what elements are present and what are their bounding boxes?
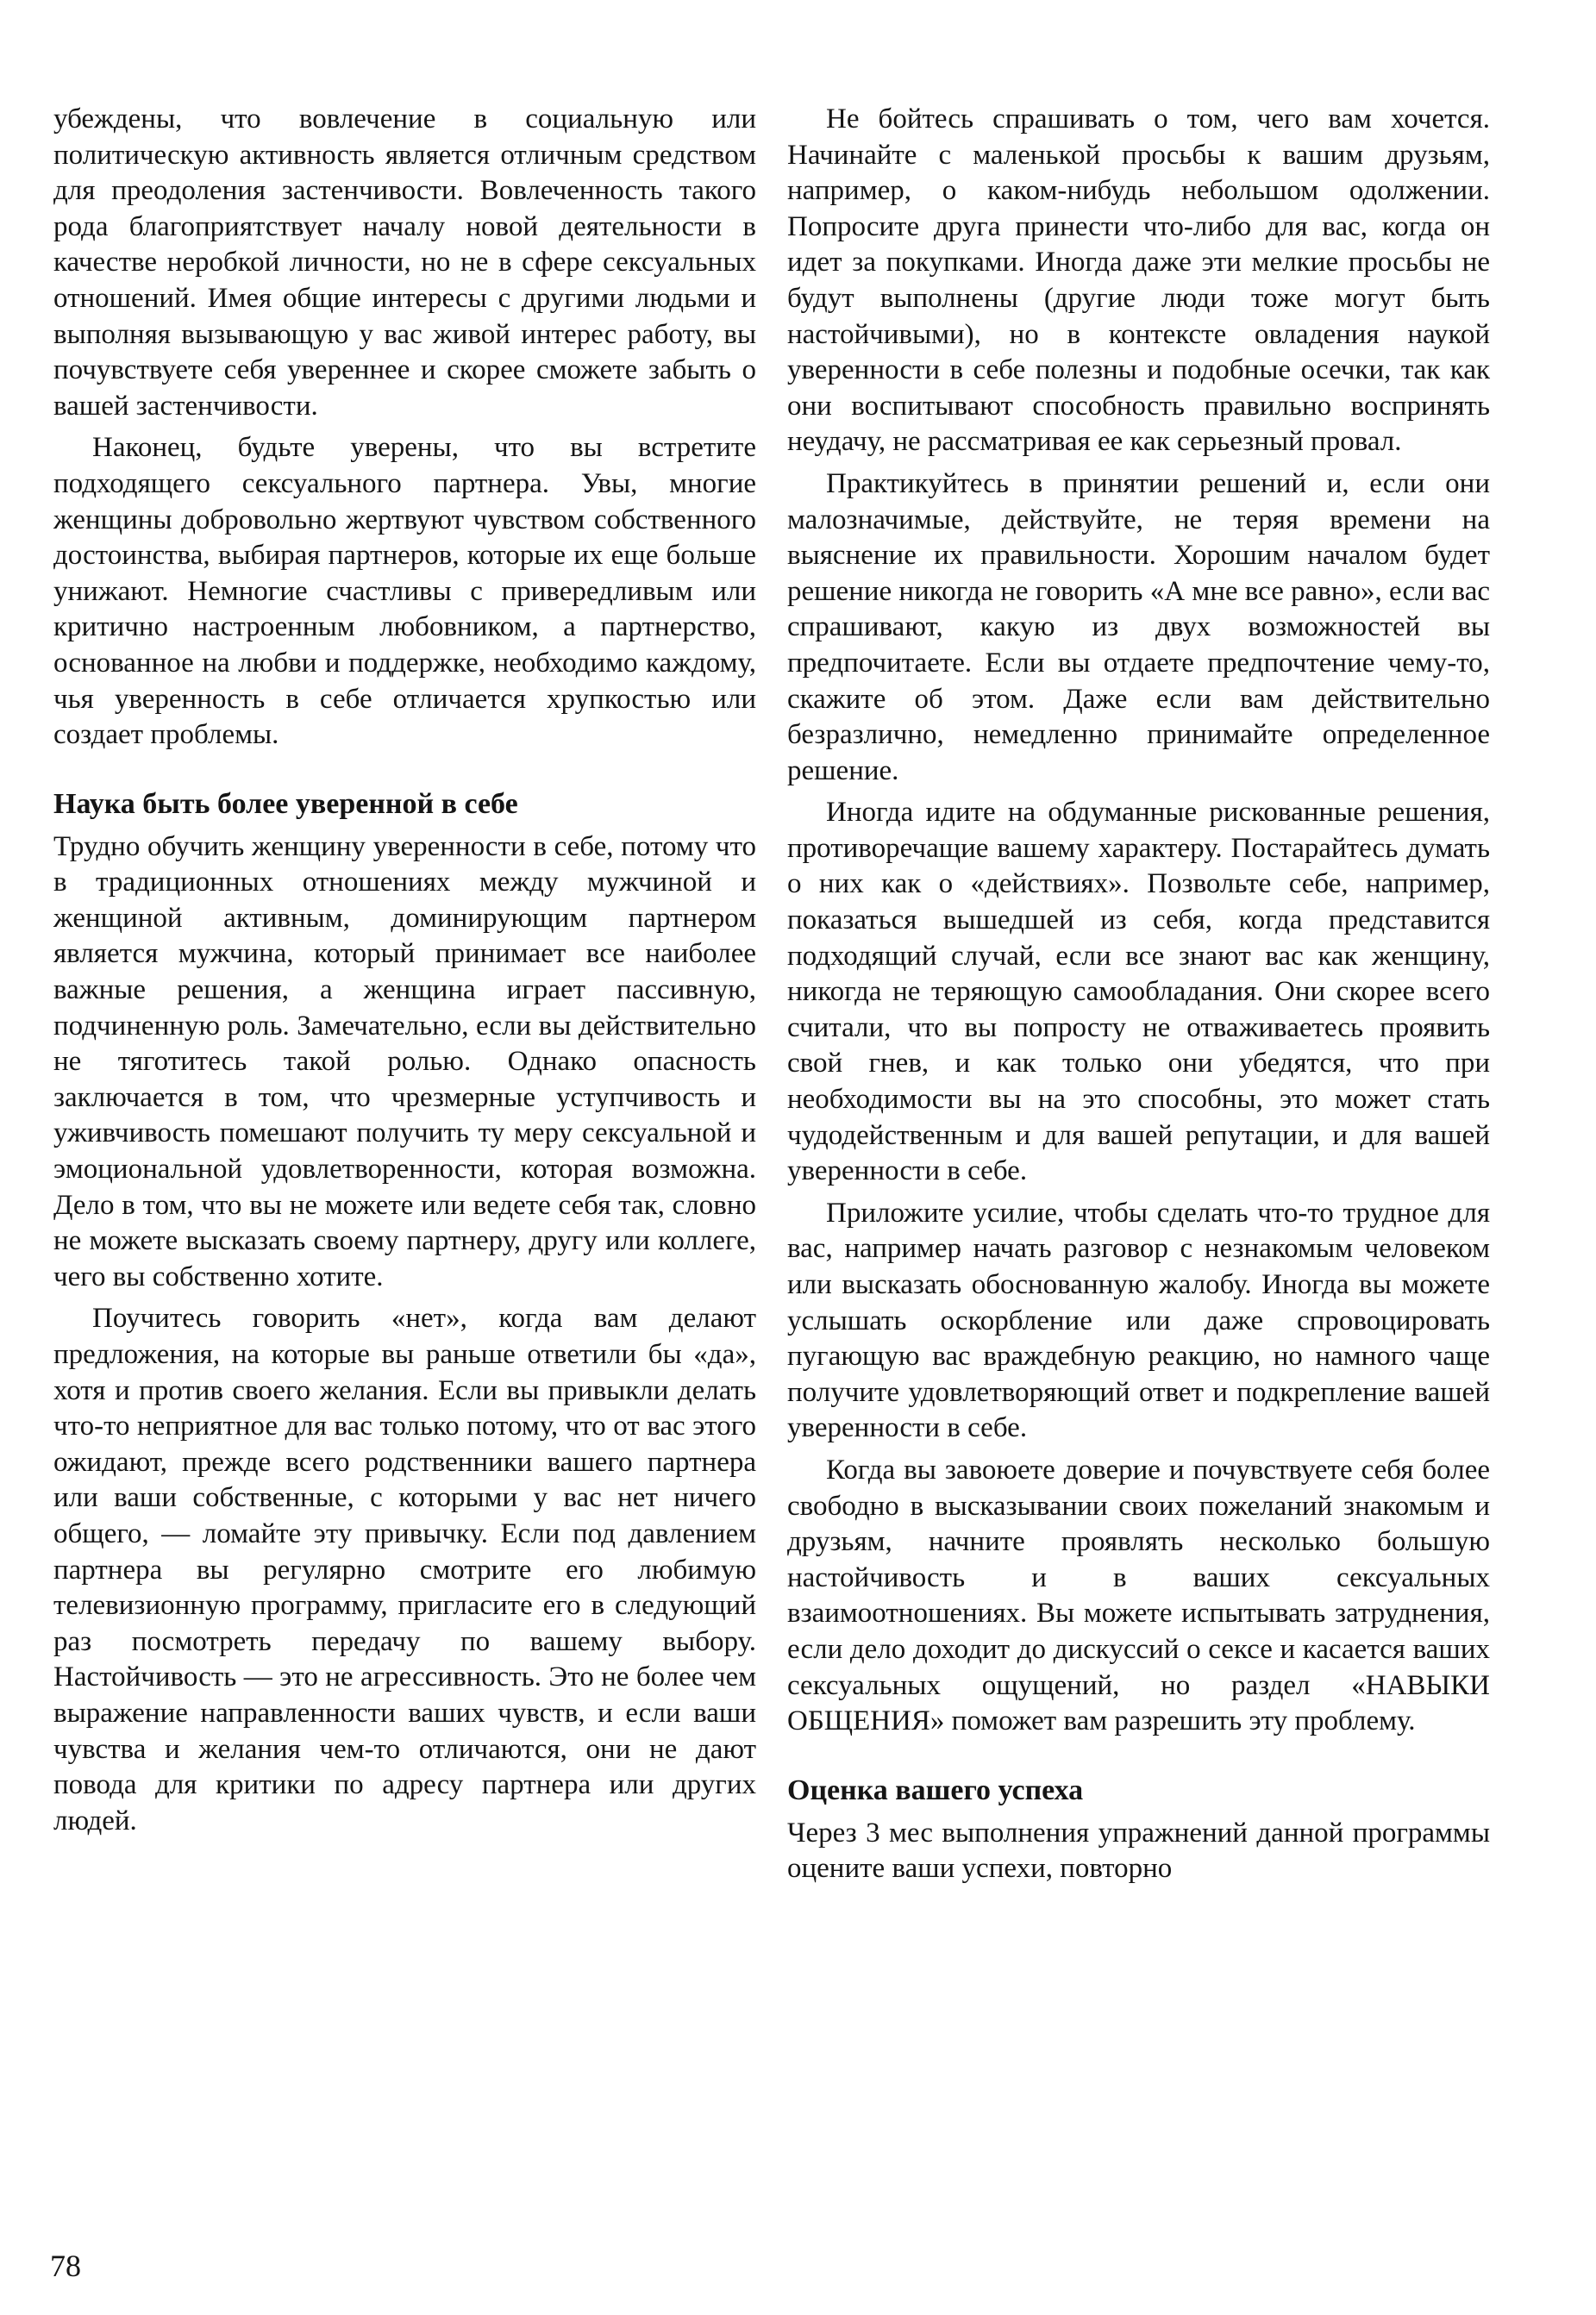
section-heading: Наука быть более уверенной в себе: [53, 787, 518, 820]
paragraph: Наконец, будьте уверены, что вы встретите подходящего сексуального партнера. Увы, многие женщины добровольно жертвуют чувством собственного достоинства, выбирая партнеров, которые их еще больше унижают. Немногие счастливы с привередливым или критично настроенным любовником, а партнерство, основанное на любви и поддержке, необходимо каждому, чья уверенность в себе отличается хрупкостью или создает проблемы.: [53, 432, 756, 751]
section-heading: Оценка вашего успеха: [787, 1774, 1084, 1806]
paragraph: Практикуйтесь в принятии решений и, если они малозначимые, действуйте, не теряя времени на выяснение их правильности. Хорошим началом будет решение никогда не говорить «А мне все равно», если вас спрашивают, какую из двух возможностей вы предпочитаете. Если вы отдаете предпочтение чему-то, скажите об этом. Даже если вам действительно безразлично, немедленно принимайте определенное решение.: [787, 467, 1490, 786]
paragraph: Не бойтесь спрашивать о том, чего вам хочется. Начинайте с маленькой просьбы к вашим друзьям, например, о каком-нибудь небольшом одолжении. Попросите друга принести что-либо для вас, когда он идет за покупками. Иногда даже эти мелкие просьбы не будут выполнены (другие люди тоже могут быть настойчивыми), но в контексте овладения наукой уверенности в себе полезны и подобные осечки, так как они воспитывают способность правильно воспринять неудачу, не рассматривая ее как серьезный провал.: [787, 103, 1490, 458]
right-column: [787, 102, 1490, 1887]
page-number: 78: [50, 2249, 81, 2283]
paragraph: убеждены, что вовлечение в социальную или политическую активность является отличным средством для преодоления застенчивости. Вовлеченность такого рода благоприятствует началу новой деятельности в качестве неробкой личности, но не в сфере сексуальных отношений. Имея общие интересы с другими людьми и выполняя вызывающую у вас живой интерес работу, вы почувствуете себя увереннее и скорее сможете забыть о вашей застенчивости.: [53, 103, 756, 422]
paragraph: Когда вы завоюете доверие и почувствуете себя более свободно в высказывании своих пожеланий знакомым и друзьям, начните проявлять несколько большую настойчивость и в ваших сексуальных взаимоотношениях. Вы можете испытывать затруднения, если дело доходит до дискуссий о сексе и касается ваших сексуальных ощущений, но раздел «НАВЫКИ ОБЩЕНИЯ» поможет вам разрешить эту проблему.: [787, 1454, 1490, 1737]
paragraph: Трудно обучить женщину уверенности в себе, потому что в традиционных отношениях между мужчиной и женщиной активным, доминирующим партнером является мужчина, который принимает все наиболее важные решения, а женщина играет пассивную, подчиненную роль. Замечательно, если вы действительно не тяготитесь такой ролью. Однако опасность заключается в том, что чрезмерные уступчивость и уживчивость помешают получить ту меру сексуальной и эмоциональной удовлетворенности, которая возможна. Дело в том, что вы не можете или ведете себя так, словно не можете высказать своему партнеру, другу или коллеге, чего вы собственно хотите.: [53, 830, 756, 1292]
paragraph: Поучитесь говорить «нет», когда вам делают предложения, на которые вы раньше ответили бы «да», хотя и против своего желания. Если вы привыкли делать что-то неприятное для вас только потому, что от вас этого ожидают, прежде всего родственники вашего партнера или ваши собственные, с которыми у вас нет ничего общего, — ломайте эту привычку. Если под давлением партнера вы регулярно смотрите его любимую телевизионную программу, пригласите его в следующий раз посмотреть передачу по вашему выбору. Настойчивость — это не агрессивность. Это не более чем выражение направленности ваших чувств, и если ваши чувства и желания чем-то отличаются, они не дают повода для критики по адресу партнера или других людей.: [53, 1303, 756, 1836]
paragraph: Иногда идите на обдуманные рискованные решения, противоречащие вашему характеру. Постарайтесь думать о них как о «действиях». Позвольте себе, например, показаться вышедшей из себя, когда представится подходящий случай, если все знают вас как женщину, никогда не теряющую самообладания. Они скорее всего считали, что вы попросту не отваживаетесь проявить свой гнев, и как только они убедятся, что при необходимости вы на это способны, это может стать чудодейственным и для вашей репутации, и для вашей уверенности в себе.: [787, 797, 1490, 1187]
left-column: [53, 102, 756, 1839]
paragraph: Через 3 мес выполнения упражнений данной программы оцените ваши успехи, повторно: [787, 1817, 1490, 1885]
paragraph: Приложите усилие, чтобы сделать что-то трудное для вас, например начать разговор с незнакомым человеком или высказать обоснованную жалобу. Иногда вы можете услышать оскорбление или даже спровоцировать пугающую вас враждебную реакцию, но намного чаще получите удовлетворяющий ответ и подкрепление вашей уверенности в себе.: [787, 1197, 1490, 1444]
